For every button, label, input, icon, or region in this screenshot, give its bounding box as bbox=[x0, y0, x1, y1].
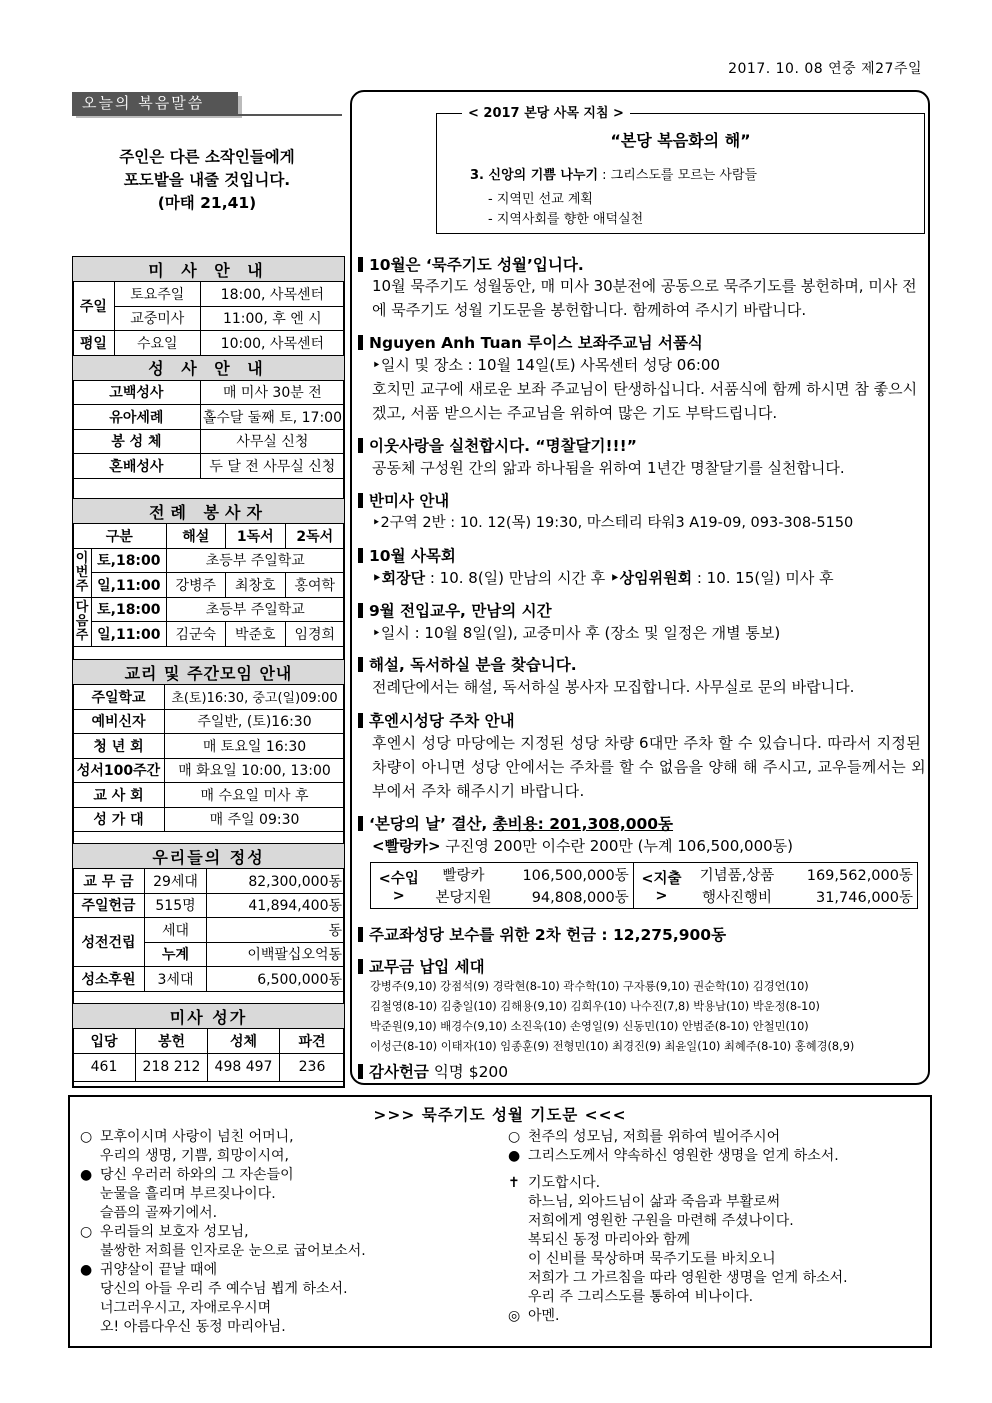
notice-title: 반미사 안내 bbox=[358, 489, 449, 511]
prayer-mark-icon: ● bbox=[80, 1167, 93, 1183]
notice-title bbox=[358, 1060, 508, 1082]
prayer-text: 우리 주 그리스도를 통하여 비나이다. bbox=[528, 1289, 754, 1305]
hymns-header: 미사 성가 bbox=[73, 1004, 345, 1029]
liturgy-reader: 홍여학 bbox=[285, 573, 345, 598]
notice-title: 후엔시성당 주차 안내 bbox=[358, 709, 515, 731]
liturgy-merged: 초등부 주일학교 bbox=[166, 548, 345, 573]
income-item: 빨랑카 bbox=[427, 863, 501, 886]
mass-time: 18:00, 사목센터 bbox=[200, 282, 344, 307]
offering-table bbox=[72, 843, 345, 992]
notice-title: 9월 전입교우, 만남의 시간 bbox=[358, 599, 552, 621]
prayer-text: 하느님, 외아드님이 삶과 죽음과 부활로써 bbox=[528, 1194, 781, 1210]
income-item: 본당지원 bbox=[427, 886, 501, 909]
mass-day: 수요일 bbox=[114, 331, 200, 356]
prayer-text: 아멘. bbox=[528, 1308, 560, 1324]
prayer-line bbox=[508, 1128, 928, 1147]
income-amount: 94,808,000동 bbox=[501, 886, 634, 909]
prayer-line bbox=[508, 1231, 928, 1250]
offering-name: 주일헌금 bbox=[73, 893, 145, 918]
offering-header: 우리들의 정성 bbox=[73, 844, 345, 869]
prayer-line bbox=[508, 1288, 928, 1307]
prayer-mark-icon: ✝ bbox=[508, 1175, 520, 1191]
expense-label: <지출> bbox=[633, 863, 689, 909]
notice-title: 10월 사목회 bbox=[358, 544, 456, 566]
prayer-text: 기도합시다. bbox=[528, 1175, 601, 1191]
group-name: 청 년 회 bbox=[73, 734, 165, 759]
sacrament-value: 두 달 전 사무실 신청 bbox=[200, 454, 344, 479]
sunday-label: 주일 bbox=[73, 282, 115, 331]
prayer-line bbox=[80, 1318, 500, 1337]
group-value: 매 화요일 10:00, 13:00 bbox=[165, 758, 345, 783]
liturgy-col: 해설 bbox=[166, 524, 226, 549]
sacrament-value: 매 미사 30분 전 bbox=[200, 380, 344, 405]
offering-count: 3세대 bbox=[145, 967, 207, 992]
notice-line: ‣일시 및 장소 : 10월 14일(토) 사목센터 성당 06:00 bbox=[372, 356, 721, 374]
hymn-number: 498 497 bbox=[208, 1053, 280, 1081]
mass-day: 토요주일 bbox=[114, 282, 200, 307]
liturgy-col: 구분 bbox=[73, 524, 167, 549]
notice-title: 교무금 납입 세대 bbox=[358, 955, 485, 977]
building-count: 세대 bbox=[145, 918, 207, 943]
notice-body: 10월 묵주기도 성월동안, 매 미사 30분전에 공동으로 묵주기도를 봉헌하며, 미사 전에 묵주기도 성월 기도문을 봉헌합니다. 함께하여 주시기 바랍니다. bbox=[372, 277, 917, 319]
notice-body: 전례단에서는 해설, 독서하실 봉사자 모집합니다. 사무실로 문의 바랍니다. bbox=[372, 678, 855, 696]
prayer-text: 모후이시며 사랑이 넘친 어머니, bbox=[100, 1129, 294, 1145]
group-value: 매 수요일 미사 후 bbox=[165, 783, 345, 808]
offering-count: 29세대 bbox=[145, 869, 207, 894]
notice-body bbox=[372, 566, 927, 590]
committee-label: ‣상임위원회 bbox=[610, 569, 693, 587]
hymn-number: 236 bbox=[280, 1053, 345, 1081]
contributor-line: 김철영(8-10) 김충일(10) 김해용(9,10) 김희우(10) 나수진(7,8) 박용남(10) 박운정(8-10) bbox=[370, 1000, 820, 1013]
group-name: 주일학교 bbox=[73, 685, 165, 710]
notice-body: 공동체 구성원 간의 앎과 하나됨을 위하여 1년간 명찰달기를 실천합니다. bbox=[372, 459, 845, 477]
group-value: 매 토요일 16:30 bbox=[165, 734, 345, 759]
sacrament-name: 유아세례 bbox=[73, 405, 201, 430]
prayer-line bbox=[508, 1174, 928, 1193]
notice-body bbox=[372, 834, 927, 858]
hymn-col: 성체 bbox=[208, 1029, 280, 1054]
prayer-mark-icon: ○ bbox=[80, 1129, 93, 1145]
committee-text: : 10. 15(일) 미사 후 bbox=[692, 569, 834, 587]
council-text: : 10. 8(일) 만남의 시간 후 bbox=[425, 569, 611, 587]
next-week-label: 다음주 bbox=[73, 597, 92, 646]
prayer-line bbox=[80, 1261, 500, 1280]
prayer-text: 너그러우시고, 자애로우시며 bbox=[100, 1300, 272, 1316]
bulletin-date: 2017. 10. 08 연중 제27주일 bbox=[728, 61, 922, 77]
prayer-text: 그리스도께서 약속하신 영원한 생명을 얻게 하소서. bbox=[528, 1148, 839, 1164]
liturgy-reader: 박준호 bbox=[226, 622, 286, 647]
policy-item bbox=[470, 164, 757, 183]
expense-item: 행사진행비 bbox=[689, 886, 785, 909]
policy-item-title: 3. 신앙의 기쁨 나누기 bbox=[470, 168, 599, 183]
group-name: 성 가 대 bbox=[73, 807, 165, 832]
hymn-number: 218 212 bbox=[136, 1053, 208, 1081]
notice-title: 해설, 독서하실 분을 찾습니다. bbox=[358, 653, 577, 675]
mass-table bbox=[72, 256, 345, 479]
group-value: 초(토)16:30, 중고(일)09:00 bbox=[165, 685, 345, 710]
liturgy-time: 일,11:00 bbox=[92, 622, 166, 647]
mass-time: 11:00, 후 엔 시 bbox=[200, 306, 344, 331]
sacrament-name: 고백성사 bbox=[73, 380, 201, 405]
groups-table bbox=[72, 659, 345, 832]
liturgy-reader: 임경희 bbox=[285, 622, 345, 647]
policy-item-desc: : 그리스도를 모르는 사람들 bbox=[598, 168, 758, 183]
group-value: 주일반, (토)16:30 bbox=[165, 709, 345, 734]
prayer-text: 귀양살이 끝날 때에 bbox=[100, 1262, 218, 1278]
prayer-line bbox=[80, 1299, 500, 1318]
prayer-text: 불쌍한 저희를 인자로운 눈으로 굽어보소서. bbox=[100, 1243, 366, 1259]
prayer-line bbox=[508, 1193, 928, 1212]
liturgy-merged: 초등부 주일학교 bbox=[166, 597, 345, 622]
this-week-label: 이번주 bbox=[73, 548, 92, 597]
mass-day: 교중미사 bbox=[114, 306, 200, 331]
palanca-text: 구진영 200만 이수란 200만 (누계 106,500,000동) bbox=[440, 837, 794, 855]
sacrament-value: 사무실 신청 bbox=[200, 429, 344, 454]
liturgy-col: 2독서 bbox=[285, 524, 345, 549]
prayer-line bbox=[80, 1242, 500, 1261]
offering-name: 성소후원 bbox=[73, 967, 145, 992]
policy-title: < 2017 본당 사목 지침 > bbox=[462, 102, 630, 121]
liturgy-time: 토,18:00 bbox=[92, 548, 166, 573]
prayer-text: 이 신비를 묵상하며 묵주기도를 바치오니 bbox=[528, 1251, 776, 1267]
prayer-text: 눈물을 흘리며 부르짖나이다. bbox=[100, 1186, 276, 1202]
income-amount: 106,500,000동 bbox=[501, 863, 634, 886]
prayer-mark-icon: ◎ bbox=[508, 1308, 521, 1324]
notice-body: 후엔시 성당 마당에는 지정된 성당 차량 6대만 주차 할 수 있습니다. 따라서 지정된 차량이 아니면 성당 안에서는 주차를 할 수 없음을 양해 해 주시고, 교우들께서는 외부에서 주차 해주시기 바랍니다. bbox=[372, 734, 926, 800]
prayer-text: 당신의 아들 우리 주 예수님 뵙게 하소서. bbox=[100, 1281, 348, 1297]
notice-title: 이웃사랑을 실천합시다. “명찰달기!!!” bbox=[358, 434, 637, 456]
festival-total: 총비용: 201,308,000동 bbox=[492, 815, 674, 833]
building-amount: 동 bbox=[207, 918, 345, 943]
notice-body: ‣일시 : 10월 8일(일), 교중미사 후 (장소 및 일정은 개별 통보) bbox=[372, 624, 781, 642]
gospel-title: 오늘의 복음말씀 bbox=[72, 92, 238, 114]
group-name: 교 사 회 bbox=[73, 783, 165, 808]
thanks-offering-text: 익명 $200 bbox=[428, 1063, 509, 1081]
prayer-line bbox=[508, 1250, 928, 1269]
group-name: 예비신자 bbox=[73, 709, 165, 734]
liturgy-time: 일,11:00 bbox=[92, 573, 166, 598]
gospel-line-1: 주인은 다른 소작인들에게 bbox=[119, 148, 295, 166]
group-name: 성서100주간 bbox=[73, 758, 165, 783]
sacrament-value: 홀수달 둘째 토, 17:00 bbox=[200, 405, 344, 430]
groups-header: 교리 및 주간모임 안내 bbox=[73, 660, 345, 685]
finance-table bbox=[370, 862, 918, 909]
prayer-mark-icon: ● bbox=[508, 1148, 521, 1164]
sacraments-header: 성 사 안 내 bbox=[73, 355, 345, 380]
gospel-line-2: 포도밭을 내줄 것입니다. bbox=[123, 171, 291, 189]
notice-body: 호치민 교구에 새로운 보좌 주교님이 탄생하십니다. 서품식에 함께 하시면 참 좋으시겠고, 서품 받으시는 주교님을 위하여 많은 기도 부탁드립니다. bbox=[372, 380, 918, 422]
prayer-text: 오! 아름다우신 동정 마리아님. bbox=[100, 1319, 286, 1335]
prayer-text: 천주의 성모님, 저희를 위하여 빌어주시어 bbox=[528, 1129, 781, 1145]
liturgy-col: 1독서 bbox=[226, 524, 286, 549]
prayer-text: 우리의 생명, 기쁨, 희망이시여, bbox=[100, 1148, 289, 1164]
contributor-line: 박준원(9,10) 배경수(9,10) 소진욱(10) 손영일(9) 신동민(10) 안범준(8-10) 안철민(10) bbox=[370, 1020, 809, 1033]
prayer-line bbox=[80, 1280, 500, 1299]
prayer-title: >>> 묵주기도 성월 기도문 <<< bbox=[373, 1106, 627, 1124]
building-total-label: 누계 bbox=[145, 942, 207, 967]
mass-header: 미 사 안 내 bbox=[73, 257, 345, 282]
building-total: 이백팔십오억동 bbox=[207, 942, 345, 967]
offering-count: 515명 bbox=[145, 893, 207, 918]
liturgy-reader: 강병주 bbox=[166, 573, 226, 598]
hymns-table bbox=[72, 1003, 345, 1082]
gospel-verse bbox=[72, 146, 342, 215]
expense-item: 기념품,상품 bbox=[689, 863, 785, 886]
building-label: 성전건립 bbox=[73, 918, 145, 967]
prayer-line bbox=[80, 1204, 500, 1223]
prayer-text: 저희가 그 가르침을 따라 영원한 생명을 얻게 하소서. bbox=[528, 1270, 848, 1286]
offering-amount: 82,300,000동 bbox=[207, 869, 345, 894]
weekday-label: 평일 bbox=[73, 331, 115, 356]
prayer-left-column bbox=[80, 1128, 500, 1337]
policy-subitem: - 지역민 선교 계획 bbox=[488, 192, 593, 207]
expense-amount: 31,746,000동 bbox=[785, 886, 918, 909]
prayer-line bbox=[508, 1307, 928, 1326]
contributor-line: 강병주(9,10) 강점석(9) 경락현(8-10) 곽수학(10) 구자룡(9,10) 권순학(10) 김경언(10) bbox=[370, 980, 809, 993]
contributor-line: 이성근(8-10) 이태자(10) 임종훈(9) 전형민(10) 최경진(9) 최윤일(10) 최혜주(8-10) 홍혜경(8,9) bbox=[370, 1040, 855, 1053]
prayer-text: 당신 우러러 하와의 그 자손들이 bbox=[100, 1167, 294, 1183]
prayer-mark-icon: ○ bbox=[80, 1224, 93, 1240]
hymn-col: 봉헌 bbox=[136, 1029, 208, 1054]
prayer-line bbox=[508, 1212, 928, 1231]
notice-title: 10월은 ‘묵주기도 성월’입니다. bbox=[358, 253, 584, 275]
expense-amount: 169,562,000동 bbox=[785, 863, 918, 886]
notice-body: ‣2구역 2반 : 10. 12(목) 19:30, 마스테리 타워3 A19-09, 093-308-5150 bbox=[372, 515, 854, 531]
prayer-line bbox=[80, 1128, 500, 1147]
mass-time: 10:00, 사목센터 bbox=[200, 331, 344, 356]
gospel-divider bbox=[72, 114, 342, 116]
prayer-line bbox=[508, 1147, 928, 1166]
prayer-mark-icon: ● bbox=[80, 1262, 93, 1278]
prayer-text: 우리들의 보호자 성모님, bbox=[100, 1224, 249, 1240]
hymn-col: 입당 bbox=[73, 1029, 136, 1054]
sacrament-name: 혼배성사 bbox=[73, 454, 201, 479]
prayer-text: 저희에게 영원한 구원을 마련해 주셨나이다. bbox=[528, 1213, 794, 1229]
liturgy-reader: 최창호 bbox=[226, 573, 286, 598]
notice-title: Nguyen Anh Tuan 루이스 보좌주교님 서품식 bbox=[358, 331, 703, 353]
thanks-offering-label: 감사헌금 bbox=[369, 1063, 429, 1081]
hymn-col: 파견 bbox=[280, 1029, 345, 1054]
prayer-line bbox=[508, 1269, 928, 1288]
festival-title: ‘본당의 날’ 결산, bbox=[369, 815, 493, 833]
council-label: ‣회장단 bbox=[372, 569, 426, 587]
prayer-line bbox=[80, 1185, 500, 1204]
policy-slogan: “본당 복음화의 해” bbox=[610, 131, 751, 150]
prayer-line bbox=[80, 1166, 500, 1185]
notice-title: 주교좌성당 보수를 위한 2차 헌금 : 12,275,900동 bbox=[358, 923, 726, 945]
prayer-text: 복되신 동정 마리아와 함께 bbox=[528, 1232, 691, 1248]
palanca-label: <빨랑카> bbox=[372, 837, 441, 855]
liturgy-header: 전례 봉사자 bbox=[73, 499, 345, 524]
hymn-number: 461 bbox=[73, 1053, 136, 1081]
offering-name: 교 무 금 bbox=[73, 869, 145, 894]
income-label: <수입> bbox=[371, 863, 427, 909]
sacrament-name: 봉 성 체 bbox=[73, 429, 201, 454]
liturgy-table bbox=[72, 498, 345, 647]
prayer-right-column bbox=[508, 1128, 928, 1326]
offering-amount: 41,894,400동 bbox=[207, 893, 345, 918]
prayer-text: 슬픔의 골짜기에서. bbox=[100, 1205, 218, 1221]
prayer-mark-icon: ○ bbox=[508, 1129, 521, 1145]
contributor-list bbox=[370, 977, 930, 1057]
group-value: 매 주일 09:30 bbox=[165, 807, 345, 832]
prayer-line bbox=[80, 1147, 500, 1166]
gospel-reference: (마태 21,41) bbox=[157, 194, 257, 212]
notice-title bbox=[358, 812, 673, 834]
liturgy-time: 토,18:00 bbox=[92, 597, 166, 622]
prayer-line bbox=[80, 1223, 500, 1242]
liturgy-reader: 김군숙 bbox=[166, 622, 226, 647]
offering-amount: 6,500,000동 bbox=[207, 967, 345, 992]
policy-subitem: - 지역사회를 향한 애덕실천 bbox=[488, 212, 644, 227]
